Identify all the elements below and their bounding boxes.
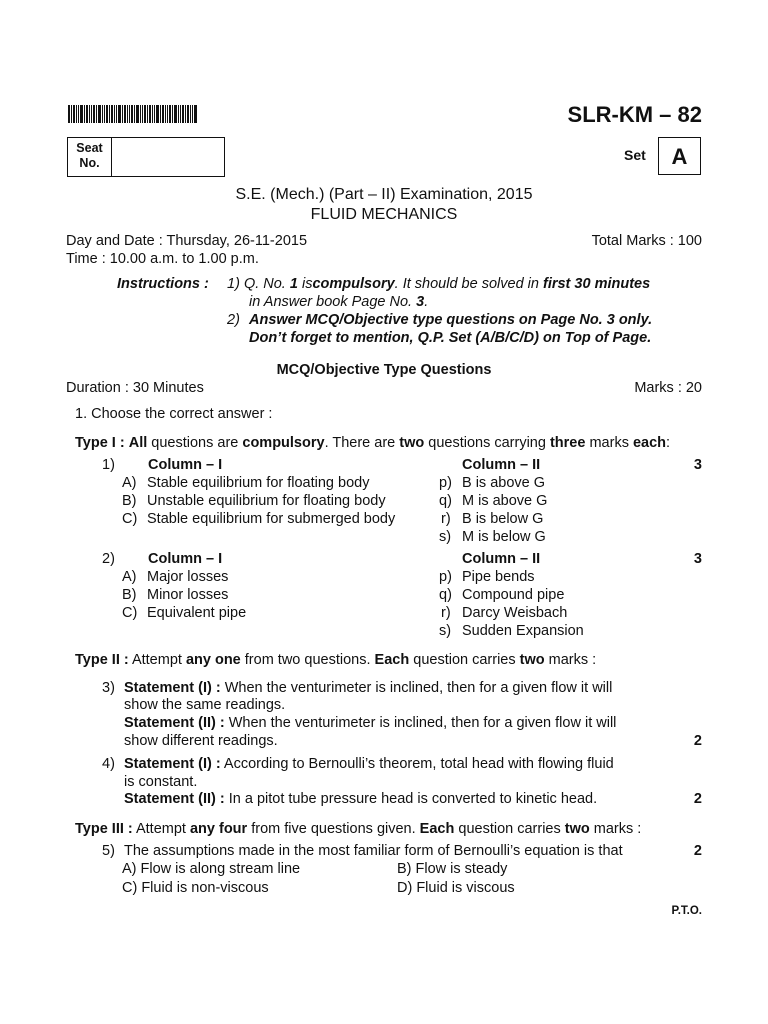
- type3-two: two: [564, 821, 590, 837]
- type3-text-a: Attempt: [135, 821, 186, 837]
- q2-left-key-2: C): [122, 605, 138, 621]
- q3-s2-text: When the venturimeter is inclined, then for a given flow it will: [228, 715, 617, 731]
- instruction-1-b: 1: [289, 276, 298, 292]
- q3-s2-label: Statement (II) :: [124, 715, 225, 731]
- q2-right-text-0: Pipe bends: [462, 569, 535, 585]
- q2-right-key-0: p): [439, 569, 452, 585]
- instruction-2-line1: Answer MCQ/Objective type questions on Page No. 3 only.: [249, 312, 653, 328]
- q1-number: 1): [102, 457, 115, 473]
- q1-left-text-2: Stable equilibrium for submerged body: [147, 511, 396, 527]
- q1-right-key-2: r): [441, 511, 451, 527]
- type2-instruction: [75, 652, 596, 668]
- type1-text-b: questions are: [151, 435, 239, 451]
- q1-marks: 3: [693, 457, 702, 473]
- q2-right-key-1: q): [439, 587, 452, 603]
- q5-option-d: D) Fluid is viscous: [397, 880, 515, 896]
- q1-right-key-1: q): [439, 493, 452, 509]
- instruction-1-e: . It should be solved in: [394, 276, 539, 292]
- q1-left-key-1: B): [122, 493, 137, 509]
- q4-number: 4): [102, 756, 115, 772]
- q2-right-text-2: Darcy Weisbach: [462, 605, 568, 621]
- instruction-1-line2-b: 3: [416, 294, 425, 310]
- type3-text-e: question carries: [458, 821, 561, 837]
- q1-right-text-2: B is below G: [462, 511, 544, 527]
- type1-two: two: [399, 435, 425, 451]
- total-marks: Total Marks : 100: [591, 233, 702, 249]
- q1-right-key-0: p): [439, 475, 452, 491]
- type1-text-d: . There are: [324, 435, 396, 451]
- type3-any-four: any four: [189, 821, 248, 837]
- type1-each: each: [632, 435, 667, 451]
- set-label: Set: [624, 147, 646, 163]
- type3-each: Each: [419, 821, 455, 837]
- seat-label-line2: No.: [79, 156, 100, 170]
- q3-number: 3): [102, 680, 115, 696]
- instruction-1-line2: [249, 294, 428, 310]
- q2-right-text-3: Sudden Expansion: [462, 623, 584, 639]
- type2-text-a: Attempt: [131, 652, 182, 668]
- type1-three: three: [549, 435, 586, 451]
- paper-code: SLR-KM – 82: [567, 102, 702, 127]
- seat-number-box[interactable]: [67, 137, 225, 177]
- type2-text-e: question carries: [413, 652, 516, 668]
- q4-s1-continuation: is constant.: [124, 774, 198, 790]
- instruction-2-num: 2): [227, 312, 240, 328]
- type2-text-c: from two questions.: [244, 652, 371, 668]
- instruction-1-f: first 30 minutes: [542, 276, 651, 292]
- q5-option-a: A) Flow is along stream line: [122, 861, 301, 877]
- instruction-1-line2-c: .: [424, 294, 429, 310]
- pto-label: P.T.O.: [671, 905, 702, 917]
- type1-label: Type I :: [75, 435, 125, 451]
- q3-s1-label: Statement (I) :: [124, 680, 221, 696]
- type1-instruction: [75, 435, 670, 451]
- instruction-1-a: Q. No.: [243, 276, 286, 292]
- q2-left-text-0: Major losses: [147, 569, 229, 585]
- q1-col2-title: Column – II: [462, 457, 541, 473]
- q2-left-text-2: Equivalent pipe: [147, 605, 247, 621]
- instruction-1-c: is: [301, 276, 313, 292]
- type2-any-one: any one: [185, 652, 241, 668]
- q2-number: 2): [102, 551, 115, 567]
- q5-number: 5): [102, 843, 115, 859]
- q3-s1-continuation: show the same readings.: [124, 697, 286, 713]
- q2-left-key-0: A): [122, 569, 137, 585]
- q4-s1-label: Statement (I) :: [124, 756, 221, 772]
- q5-option-c: C) Fluid is non-viscous: [122, 880, 269, 896]
- type3-text-c: from five questions given.: [251, 821, 416, 837]
- type1-all: All: [128, 435, 148, 451]
- q1-left-text-0: Stable equilibrium for floating body: [147, 475, 370, 491]
- q1-left-text-1: Unstable equilibrium for floating body: [147, 493, 386, 509]
- q5-text: The assumptions made in the most familiar form of Bernoulli’s equation is that: [124, 843, 623, 859]
- q1-left-key-0: A): [122, 475, 137, 491]
- q4-s2-text: In a pitot tube pressure head is converted to kinetic head.: [228, 791, 598, 807]
- exam-title: S.E. (Mech.) (Part – II) Examination, 2015: [235, 186, 533, 203]
- q2-right-key-3: s): [439, 623, 452, 639]
- q1-left-key-2: C): [122, 511, 138, 527]
- q1-right-text-3: M is below G: [462, 529, 546, 545]
- question-1: 1. Choose the correct answer :: [75, 406, 273, 422]
- type1-colon: :: [666, 435, 671, 451]
- seat-label-line1: Seat: [76, 141, 103, 155]
- q5-marks: 2: [693, 843, 702, 859]
- q2-right-text-1: Compound pipe: [462, 587, 565, 603]
- duration: Duration : 30 Minutes: [66, 380, 204, 396]
- q3-s1-text: When the venturimeter is inclined, then for a given flow it will: [224, 680, 613, 696]
- q2-right-key-2: r): [441, 605, 451, 621]
- mcq-marks: Marks : 20: [634, 380, 702, 396]
- q3-s2-continuation: show different readings.: [124, 733, 278, 749]
- q5-option-b: B) Flow is steady: [397, 861, 508, 877]
- instruction-1: [227, 276, 650, 292]
- type2-text-g: marks :: [548, 652, 597, 668]
- q2-marks: 3: [693, 551, 702, 567]
- instruction-1-num: 1): [227, 276, 240, 292]
- day-date: Day and Date : Thursday, 26-11-2015: [66, 233, 308, 249]
- type2-each: Each: [374, 652, 410, 668]
- q4-s1-text: According to Bernoulli’s theorem, total head with flowing fluid: [223, 756, 614, 772]
- type3-instruction: [75, 821, 641, 837]
- barcode-image: [68, 105, 198, 123]
- exam-time: Time : 10.00 a.m. to 1.00 p.m.: [66, 251, 259, 267]
- q1-right-text-0: B is above G: [462, 475, 546, 491]
- type1-text-f: questions carrying: [428, 435, 546, 451]
- q3-statement-2: [124, 715, 616, 731]
- q3-statement-1: [124, 680, 612, 696]
- q1-right-key-3: s): [439, 529, 452, 545]
- q2-col1-title: Column – I: [148, 551, 223, 567]
- instruction-1-d: compulsory: [312, 276, 395, 292]
- mcq-heading: MCQ/Objective Type Questions: [276, 362, 492, 378]
- instruction-2-line2: Don’t forget to mention, Q.P. Set (A/B/C/D) on Top of Page.: [249, 330, 652, 346]
- q2-left-key-1: B): [122, 587, 137, 603]
- set-value-box: A: [658, 137, 701, 175]
- type3-text-g: marks :: [593, 821, 642, 837]
- type3-label: Type III :: [75, 821, 133, 837]
- q3-marks: 2: [693, 733, 702, 749]
- type1-compulsory: compulsory: [242, 435, 325, 451]
- q4-statement-1: [124, 756, 614, 772]
- q4-statement-2: [124, 791, 597, 807]
- type2-label: Type II :: [75, 652, 129, 668]
- seat-label: [68, 138, 112, 176]
- instructions-label: Instructions :: [117, 276, 209, 292]
- q2-col2-title: Column – II: [462, 551, 541, 567]
- q2-left-text-1: Minor losses: [147, 587, 229, 603]
- exam-subject: FLUID MECHANICS: [310, 206, 458, 223]
- q4-s2-label: Statement (II) :: [124, 791, 225, 807]
- type1-text-h: marks: [589, 435, 629, 451]
- q1-col1-title: Column – I: [148, 457, 223, 473]
- q4-marks: 2: [693, 791, 702, 807]
- type2-two: two: [519, 652, 545, 668]
- q1-right-text-1: M is above G: [462, 493, 548, 509]
- instruction-1-line2-a: in Answer book Page No.: [249, 294, 413, 310]
